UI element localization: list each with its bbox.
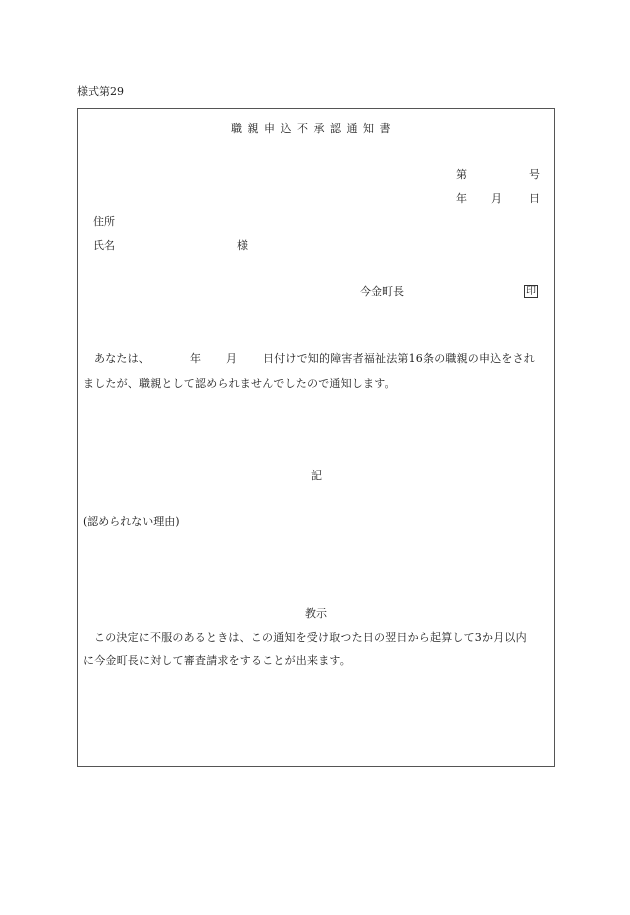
body-month: 月 [226,352,237,365]
date-year: 年 [456,192,467,205]
issuer-title: 今金町長 [360,285,404,298]
ref-go: 号 [529,168,540,181]
instruction-heading: 教示 [305,607,327,620]
reason-label: (認められない理由) [83,515,180,528]
address-label: 住所 [93,215,115,228]
document-title: 職親申込不承認通知書 [231,122,396,135]
form-number: 様式第29 [77,85,124,98]
document-frame [77,108,555,767]
date-month: 月 [491,192,502,205]
body-line2: ましたが、職親として認められませんでしたので通知します。 [83,377,396,390]
ki-mark: 記 [311,469,322,482]
seal-mark: 印 [526,286,536,297]
body-part2: 日付けで知的障害者福祉法第16条の職親の申込をされ [263,352,535,365]
instruction-line1: この決定に不服のあるときは、この通知を受け取つた日の翌日から起算して3か月以内 [94,631,527,644]
body-year: 年 [190,352,201,365]
instruction-line2: に今金町長に対して審査請求をすることが出来ます。 [83,654,351,667]
ref-dai: 第 [456,168,467,181]
date-day: 日 [529,192,540,205]
honorific: 様 [237,239,248,252]
body-part1: あなたは、 [94,352,150,365]
name-label: 氏名 [93,239,115,252]
